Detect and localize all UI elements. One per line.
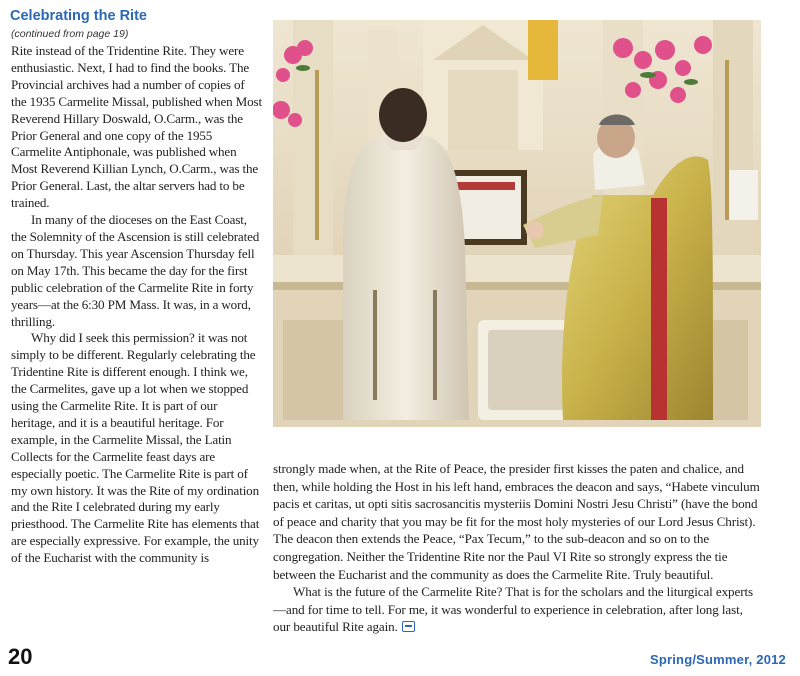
issue-label: Spring/Summer, 2012 [649, 652, 786, 667]
paragraph [273, 583, 763, 636]
end-of-article-icon [402, 621, 415, 632]
column-left [11, 43, 263, 567]
liturgy-photo [273, 20, 761, 427]
paragraph: In many of the dioceses on the East Coast, the Solemnity of the Ascension is still celebrated on Thursday. This year Ascension Thursday fell on May 17th. This became the day for the first public celebration of the Carmelite Rite in forty years—at the 6:30 PM Mass. It was, in a word, thrilling. [11, 212, 260, 329]
article-title: Celebrating the Rite [10, 8, 147, 24]
altar-scene-illustration [273, 20, 761, 427]
page-number: 20 [8, 644, 33, 669]
column-right [273, 460, 763, 636]
continued-note: (continued from page 19) [11, 28, 129, 40]
paragraph-text: What is the future of the Carmelite Rite? That is for the scholars and the liturgical experts—and for time to tell. For me, it was wonderful to experience in celebration, after long last, our beautiful Rite again. [273, 584, 753, 635]
paragraph: strongly made when, at the Rite of Peace, the presider first kisses the paten and chalice, and then, while holding the Host in his left hand, embraces the deacon and says, “Habete vinculum pacis et caritas, ut opti sitis sacrosancitis mysteriis Domini Nostri Jesu Christi” (have the bond of peace and charity that you may be fit for the most holy mysteries of our Lord Jesus Christ). The deacon then extends the Peace, “Pax Tecum,” to the sub-deacon and so on to the congregation. Neither the Tridentine Rite nor the Paul VI Rite so strongly express the tie between the Eucharist and the community as does the Carmelite Rite. Truly beautiful. [273, 461, 760, 582]
paragraph: Why did I seek this permission? it was not simply to be different. Regularly celebrating the Tridentine Rite is different enough. I think we, the Carmelites, gave up a lot when we stopped using the Carmelite Rite. It is part of our heritage, and it is a beautiful heritage. For example, in the Carmelite Missal, the Latin Collects for the Carmelite feast days are especially poetic. The Carmelite Rite is part of my own history. It was the Rite of my ordination and the Rite I celebrated during my early priesthood. The Carmelite Rite has elements that are especially expressive. For example, the unity of the Eucharist with the community is [11, 330, 260, 566]
paragraph: Rite instead of the Tridentine Rite. They were enthusiastic. Next, I had to find the books. The Provincial archives had a number of copies of the 1935 Carmelite Missal, published when Most Reverend Hillary Doswald, O.Carm., was the Prior General and one copy of the 1955 Carmelite Antiphonale, was published when Most Reverend Killian Lynch, O.Carm., was the Prior General. Last, the altar servers had to be trained. [11, 43, 262, 211]
